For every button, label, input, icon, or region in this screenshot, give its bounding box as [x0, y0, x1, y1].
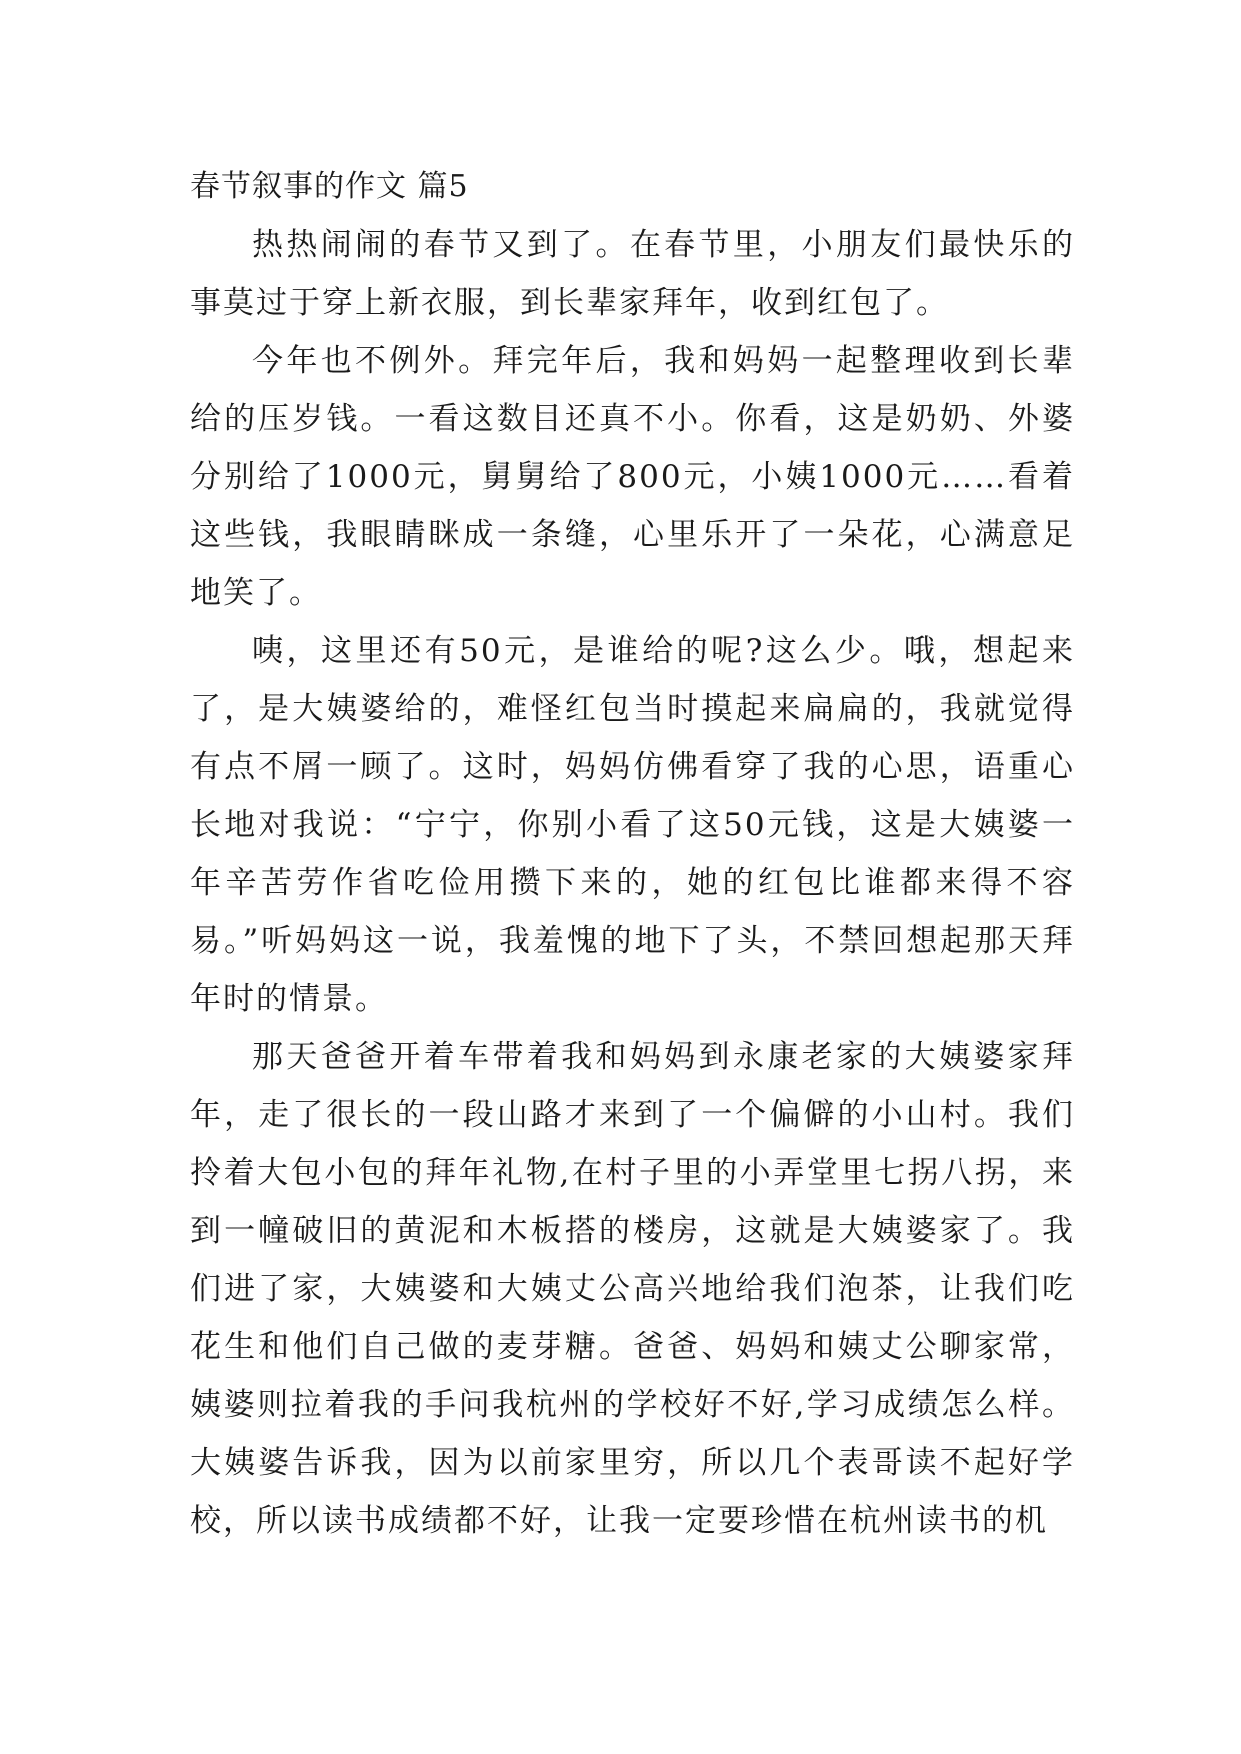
paragraph-3: 咦，这里还有50元，是谁给的呢?这么少。哦，想起来了，是大姨婆给的，难怪红包当时摸起来扁扁的，我就觉得有点不屑一顾了。这时，妈妈仿佛看穿了我的心思，语重心长地对我说：“宁宁，你别小看了这50元钱，这是大姨婆一年辛苦劳作省吃俭用攒下来的，她的红包比谁都来得不容易。”听妈妈这一说，我羞愧的地下了头，不禁回想起那天拜年时的情景。 — [190, 633, 1075, 1017]
paragraph-1: 热热闹闹的春节又到了。在春节里，小朋友们最快乐的事莫过于穿上新衣服，到长辈家拜年，收到红包了。 — [190, 227, 1075, 321]
paragraph-2: 今年也不例外。拜完年后，我和妈妈一起整理收到长辈给的压岁钱。一看这数目还真不小。你看，这是奶奶、外婆分别给了1000元，舅舅给了800元，小姨1000元……看着这些钱，我眼睛眯成一条缝，心里乐开了一朵花，心满意足地笑了。 — [190, 343, 1075, 611]
document-body — [190, 158, 1075, 1550]
paragraph-4: 那天爸爸开着车带着我和妈妈到永康老家的大姨婆家拜年，走了很长的一段山路才来到了一个偏僻的小山村。我们拎着大包小包的拜年礼物,在村子里的小弄堂里七拐八拐，来到一幢破旧的黄泥和木板搭的楼房，这就是大姨婆家了。我们进了家，大姨婆和大姨丈公高兴地给我们泡茶，让我们吃花生和他们自己做的麦芽糖。爸爸、妈妈和姨丈公聊家常，姨婆则拉着我的手问我杭州的学校好不好,学习成绩怎么样。大姨婆告诉我，因为以前家里穷，所以几个表哥读不起好学校，所以读书成绩都不好，让我一定要珍惜在杭州读书的机 — [190, 1039, 1075, 1539]
essay-title: 春节叙事的作文 篇5 — [190, 169, 469, 204]
